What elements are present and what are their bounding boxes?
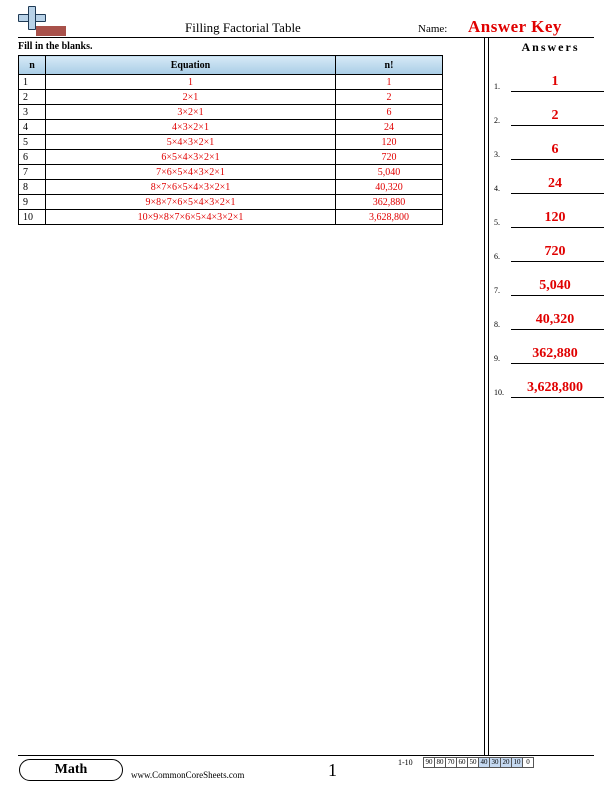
row-factorial-cell: 720 — [336, 150, 443, 165]
answer-item — [494, 104, 604, 126]
row-equation-cell: 3×2×1 — [46, 105, 336, 120]
row-n-cell: 4 — [19, 120, 46, 135]
answer-number: 4. — [494, 184, 500, 193]
answer-number: 1. — [494, 82, 500, 91]
answer-blank-line — [511, 261, 604, 262]
answer-blank-line — [511, 295, 604, 296]
answers-column-divider — [484, 37, 485, 755]
answer-item — [494, 240, 604, 262]
column-header-n: n — [19, 56, 46, 75]
answer-value: 24 — [548, 176, 562, 191]
row-equation-cell: 1 — [46, 75, 336, 90]
subject-badge: Math — [19, 759, 123, 781]
row-factorial-cell: 24 — [336, 120, 443, 135]
answer-value: 6 — [551, 142, 559, 157]
row-factorial-cell: 2 — [336, 90, 443, 105]
table-row — [19, 165, 443, 180]
table-row — [19, 75, 443, 90]
answer-value: 3,628,800 — [527, 380, 583, 395]
page-number: 1 — [328, 760, 337, 780]
row-n-cell: 1 — [19, 75, 46, 90]
row-equation-cell: 2×1 — [46, 90, 336, 105]
table-row — [19, 210, 443, 225]
row-factorial-cell: 40,320 — [336, 180, 443, 195]
table-row — [19, 90, 443, 105]
answer-item — [494, 376, 604, 398]
answer-number: 8. — [494, 320, 500, 329]
score-box: 60 — [456, 757, 468, 768]
answer-number: 7. — [494, 286, 500, 295]
answer-number: 6. — [494, 252, 500, 261]
row-n-cell: 5 — [19, 135, 46, 150]
row-factorial-cell: 5,040 — [336, 165, 443, 180]
answer-value: 5,040 — [539, 278, 571, 293]
answer-item — [494, 70, 604, 92]
page-title: Filling Factorial Table — [185, 20, 301, 35]
site-url: www.CommonCoreSheets.com — [131, 770, 245, 780]
plus-logo-icon — [18, 6, 70, 36]
row-n-cell: 8 — [19, 180, 46, 195]
row-equation-cell: 8×7×6×5×4×3×2×1 — [46, 180, 336, 195]
row-equation-cell: 5×4×3×2×1 — [46, 135, 336, 150]
score-box: 80 — [434, 757, 446, 768]
answer-value: 1 — [551, 74, 559, 89]
table-header-row — [19, 56, 443, 75]
answer-blank-line — [511, 125, 604, 126]
answer-item — [494, 206, 604, 228]
score-box: 40 — [478, 757, 490, 768]
name-label: Name: — [418, 23, 448, 35]
table-row — [19, 135, 443, 150]
footer-divider — [18, 755, 594, 756]
row-equation-cell: 9×8×7×6×5×4×3×2×1 — [46, 195, 336, 210]
answer-value: 2 — [551, 108, 559, 123]
score-box: 20 — [500, 757, 512, 768]
table-row — [19, 180, 443, 195]
score-box: 90 — [423, 757, 435, 768]
score-box: 10 — [511, 757, 523, 768]
answer-blank-line — [511, 91, 604, 92]
answer-blank-line — [511, 193, 604, 194]
score-box: 50 — [467, 757, 479, 768]
score-box: 0 — [522, 757, 534, 768]
score-boxes — [424, 757, 534, 768]
answer-value: 720 — [544, 244, 566, 259]
column-header-factorial: n! — [336, 56, 443, 75]
table-row — [19, 150, 443, 165]
row-factorial-cell: 120 — [336, 135, 443, 150]
row-n-cell: 3 — [19, 105, 46, 120]
score-box: 30 — [489, 757, 501, 768]
answer-number: 2. — [494, 116, 500, 125]
row-n-cell: 2 — [19, 90, 46, 105]
logo-plus-vertical — [28, 6, 36, 30]
answer-item — [494, 172, 604, 194]
table-row — [19, 195, 443, 210]
score-range-label: 1-10 — [398, 758, 413, 767]
row-equation-cell: 4×3×2×1 — [46, 120, 336, 135]
answer-item — [494, 274, 604, 296]
answer-number: 5. — [494, 218, 500, 227]
logo-bar — [36, 26, 66, 36]
answer-key-label: Answer Key — [468, 17, 562, 36]
answer-item — [494, 342, 604, 364]
row-equation-cell: 6×5×4×3×2×1 — [46, 150, 336, 165]
row-n-cell: 9 — [19, 195, 46, 210]
row-factorial-cell: 362,880 — [336, 195, 443, 210]
row-n-cell: 10 — [19, 210, 46, 225]
table-row — [19, 120, 443, 135]
table-body — [19, 75, 443, 225]
answer-blank-line — [511, 363, 604, 364]
answer-number: 10. — [494, 388, 504, 397]
answers-title: Answers — [521, 40, 580, 54]
answer-value: 362,880 — [532, 346, 578, 361]
table-row — [19, 105, 443, 120]
answer-number: 3. — [494, 150, 500, 159]
answer-value: 120 — [544, 210, 566, 225]
column-header-equation: Equation — [46, 56, 336, 75]
row-factorial-cell: 6 — [336, 105, 443, 120]
row-factorial-cell: 1 — [336, 75, 443, 90]
row-equation-cell: 7×6×5×4×3×2×1 — [46, 165, 336, 180]
answer-blank-line — [511, 397, 604, 398]
row-n-cell: 6 — [19, 150, 46, 165]
row-factorial-cell: 3,628,800 — [336, 210, 443, 225]
answer-item — [494, 138, 604, 160]
row-equation-cell: 10×9×8×7×6×5×4×3×2×1 — [46, 210, 336, 225]
answers-column-divider-inner — [488, 37, 489, 755]
row-n-cell: 7 — [19, 165, 46, 180]
factorial-table — [18, 55, 443, 225]
answer-blank-line — [511, 159, 604, 160]
answer-blank-line — [511, 329, 604, 330]
answer-value: 40,320 — [535, 312, 575, 327]
header-divider — [18, 37, 594, 38]
score-box: 70 — [445, 757, 457, 768]
instructions: Fill in the blanks. — [18, 41, 93, 52]
answer-item — [494, 308, 604, 330]
answer-number: 9. — [494, 354, 500, 363]
answer-blank-line — [511, 227, 604, 228]
